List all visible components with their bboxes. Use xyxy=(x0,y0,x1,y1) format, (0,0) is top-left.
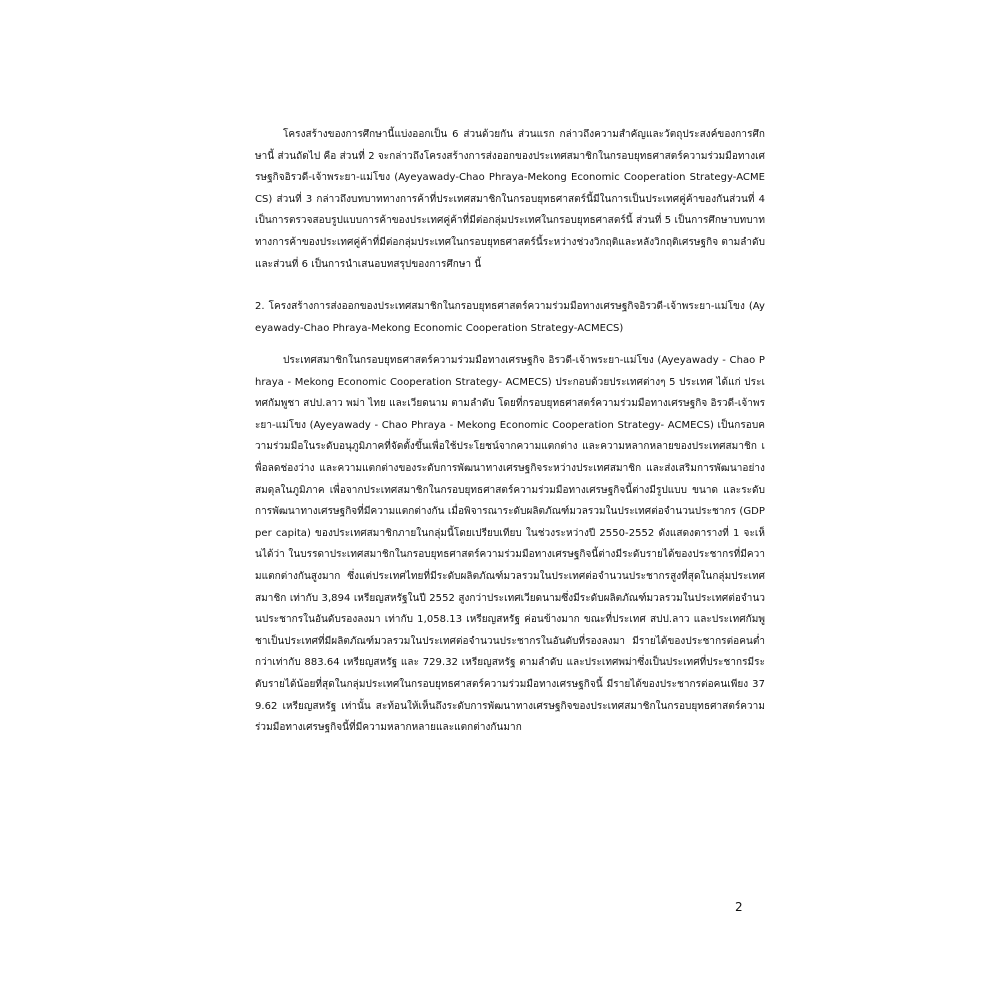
intro-paragraph: โครงสร้างของการศึกษานี้แบ่งออกเป็น 6 ส่วนด้วยกัน ส่วนแรก กล่าวถึงความสำคัญและวัตถุประสงค์ของการศึกษานี้ ส่วนถัดไป คือ ส่วนที่ 2 จะกล่าวถึงโครงสร้างการส่งออกของประเทศสมาชิกในกรอบยุทธศาสตร์ความร่วมมือทางเศรษฐกิจอิรวดี-เจ้าพระยา-แม่โขง (Ayeyawady-Chao Phraya-Mekong Economic Cooperation Strategy-ACMECS) ส่วนที่ 3 กล่าวถึงบทบาททางการค้าที่ประเทศสมาชิกในกรอบยุทธศาสตร์นี้มีในการเป็นประเทศคู่ค้าของกันส่วนที่ 4 เป็นการตรวจสอบรูปแบบการค้าของประเทศคู่ค้าที่มีต่อกลุ่มประเทศในกรอบยุทธศาสตร์นี้ ส่วนที่ 5 เป็นการศึกษาบทบาททางการค้าของประเทศคู่ค้าที่มีต่อกลุ่มประเทศในกรอบยุทธศาสตร์นี้ระหว่างช่วงวิกฤติและหลังวิกฤติเศรษฐกิจ ตามลำดับ และส่วนที่ 6 เป็นการนำเสนอบทสรุปของการศึกษา นี้ xyxy=(255,129,765,270)
body-paragraph: ประเทศสมาชิกในกรอบยุทธศาสตร์ความร่วมมือทางเศรษฐกิจ อิรวดี-เจ้าพระยา-แม่โขง (Ayeyawady - Chao Phraya - Mekong Economic Cooperation Strategy- ACMECS) ประกอบด้วยประเทศต่างๆ 5 ประเทศ ได้แก่ ประเทศกัมพูชา สปป.ลาว พม่า ไทย และเวียดนาม ตามลำดับ โดยที่กรอบยุทธศาสตร์ความร่วมมือทางเศรษฐกิจ อิรวดี-เจ้าพระยา-แม่โขง (Ayeyawady - Chao Phraya - Mekong Economic Cooperation Strategy- ACMECS) เป็นกรอบความร่วมมือในระดับอนุภูมิภาคที่จัดตั้งขึ้นเพื่อใช้ประโยชน์จากความแตกต่าง และความหลากหลายของประเทศสมาชิก เพื่อลดช่องว่าง และความแตกต่างของระดับการพัฒนาทางเศรษฐกิจระหว่างประเทศสมาชิก และส่งเสริมการพัฒนาอย่างสมดุลในภูมิภาค เพื่อจากประเทศสมาชิกในกรอบยุทธศาสตร์ความร่วมมือทางเศรษฐกิจนี้ต่างมีรูปแบบ ขนาด และระดับการพัฒนาทางเศรษฐกิจที่มีความแตกต่างกัน เมื่อพิจารณาระดับผลิตภัณฑ์มวลรวมในประเทศต่อจำนวนประชากร (GDP per capita) ของประเทศสมาชิกภายในกลุ่มนี้โดยเปรียบเทียบ ในช่วงระหว่างปี 2550-2552 ดังแสดงตารางที่ 1 จะเห็นได้ว่า ในบรรดาประเทศสมาชิกในกรอบยุทธศาสตร์ความร่วมมือทางเศรษฐกิจนี้ต่างมีระดับรายได้ของประชากรที่มีความแตกต่างกันสูงมาก ซึ่งแต่ประเทศไทยที่มีระดับผลิตภัณฑ์มวลรวมในประเทศต่อจำนวนประชากรสูงที่สุดในกลุ่มประเทศสมาชิก เท่ากับ 3,894 เหรียญสหรัฐในปี 2552 สูงกว่าประเทศเวียดนามซึ่งมีระดับผลิตภัณฑ์มวลรวมในประเทศต่อจำนวนประชากรในอันดับรองลงมา เท่ากับ 1,058.13 เหรียญสหรัฐ ค่อนข้างมาก ขณะที่ประเทศ สปป.ลาว และประเทศกัมพูชาเป็นประเทศที่มีผลิตภัณฑ์มวลรวมในประเทศต่อจำนวนประชากรในอันดับที่รองลงมา มีรายได้ของประชากรต่อคนต่ำกว่าเท่ากับ 883.64 เหรียญสหรัฐ และ 729.32 เหรียญสหรัฐ ตามลำดับ และประเทศพม่าซึ่งเป็นประเทศที่ประชากรมีระดับรายได้น้อยที่สุดในกลุ่มประเทศในกรอบยุทธศาสตร์ความร่วมมือทางเศรษฐกิจนี้ มีรายได้ของประชากรต่อคนเพียง 379.62 เหรียญสหรัฐ เท่านั้น สะท้อนให้เห็นถึงระดับการพัฒนาทางเศรษฐกิจของประเทศสมาชิกในกรอบยุทธศาสตร์ความร่วมมือทางเศรษฐกิจนี้ที่มีความหลากหลายและแตกต่างกันมาก xyxy=(255,355,765,734)
page-number: 2 xyxy=(735,900,743,914)
section-heading: 2. โครงสร้างการส่งออกของประเทศสมาชิกในกรอบยุทธศาสตร์ความร่วมมือทางเศรษฐกิจอิรวดี-เจ้าพระยา-แม่โขง (Ayeyawady-Chao Phraya-Mekong Economic Cooperation Strategy-ACMECS) xyxy=(255,301,765,334)
